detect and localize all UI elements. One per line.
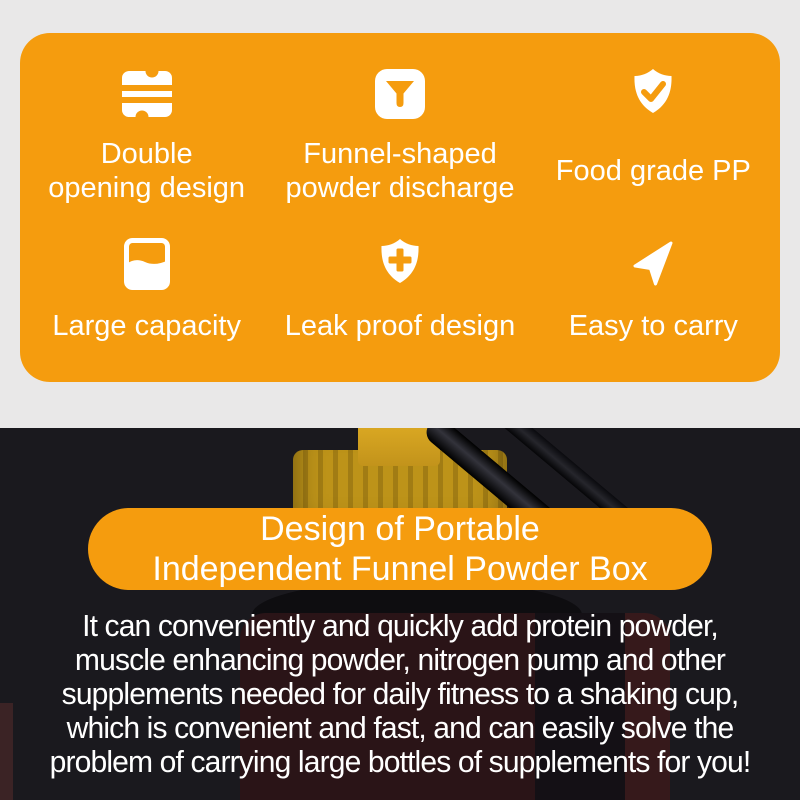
- shield-plus-icon: [372, 236, 428, 292]
- feature-label-line: Easy to carry: [568, 310, 738, 342]
- feature-funnel-discharge: [273, 33, 526, 207]
- paper-plane-icon: [625, 236, 681, 292]
- feature-large-capacity: [20, 207, 273, 382]
- product-photo-section: [0, 428, 800, 800]
- banner-title-line: Design of Portable: [260, 510, 540, 548]
- feature-label-line: Funnel-shaped: [303, 137, 497, 170]
- feature-label-line: powder discharge: [285, 171, 515, 204]
- description-line: muscle enhancing powder, nitrogen pump and other: [74, 642, 726, 677]
- feature-label-line: Food grade PP: [555, 154, 751, 187]
- feature-label-line: Double: [100, 137, 193, 170]
- feature-label-line: Large capacity: [52, 310, 241, 342]
- capacity-container-icon: [119, 236, 175, 292]
- feature-card: [20, 33, 780, 382]
- description-line: It can conveniently and quickly add protein powder,: [82, 608, 718, 643]
- feature-leak-proof: [273, 207, 526, 382]
- title-banner: [88, 508, 712, 590]
- description-line: supplements needed for daily fitness to a shaking cup,: [61, 676, 739, 711]
- feature-label-line: Leak proof design: [284, 310, 516, 342]
- feature-label: [285, 309, 516, 343]
- banner-title-line: Independent Funnel Powder Box: [152, 550, 648, 588]
- feature-label: [556, 134, 751, 207]
- description-text: [12, 609, 788, 779]
- feature-double-opening: [20, 33, 273, 207]
- funnel-icon: [372, 66, 428, 122]
- feature-label: [569, 309, 738, 343]
- feature-label: [52, 309, 241, 343]
- double-opening-box-icon: [119, 66, 175, 122]
- feature-label: [48, 134, 245, 207]
- feature-label: [286, 134, 515, 207]
- shield-check-icon: [625, 66, 681, 122]
- feature-label-line: opening design: [48, 171, 246, 204]
- description-line: which is convenient and fast, and can easily solve the: [66, 710, 734, 745]
- feature-food-grade: [527, 33, 780, 207]
- description-line: problem of carrying large bottles of supplements for you!: [49, 744, 751, 779]
- feature-easy-carry: [527, 207, 780, 382]
